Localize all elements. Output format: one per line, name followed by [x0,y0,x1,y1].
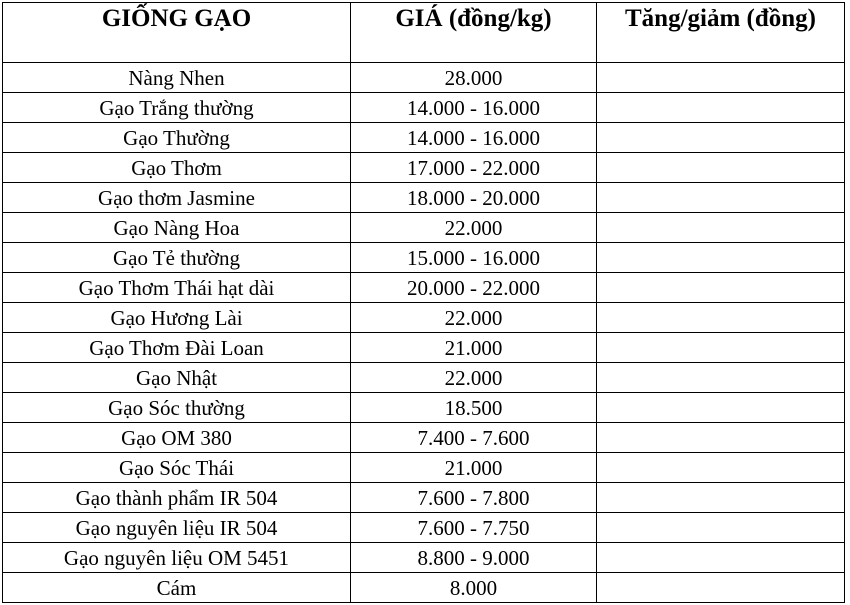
price-cell: 21.000 [351,453,597,483]
table-header-row [3,3,845,63]
price-cell: 22.000 [351,213,597,243]
rice-variety-cell: Gạo Sóc Thái [3,453,351,483]
change-cell [597,153,845,183]
change-cell [597,123,845,153]
rice-variety-cell: Cám [3,573,351,603]
rice-variety-cell: Gạo nguyên liệu IR 504 [3,513,351,543]
price-cell: 7.400 - 7.600 [351,423,597,453]
table-row [3,153,845,183]
rice-variety-cell: Gạo Sóc thường [3,393,351,423]
change-cell [597,573,845,603]
price-cell: 18.500 [351,393,597,423]
rice-variety-cell: Gạo Thơm [3,153,351,183]
change-cell [597,483,845,513]
table-row [3,483,845,513]
price-cell: 15.000 - 16.000 [351,243,597,273]
rice-variety-cell: Gạo Tẻ thường [3,243,351,273]
price-cell: 18.000 - 20.000 [351,183,597,213]
rice-variety-cell: Gạo nguyên liệu OM 5451 [3,543,351,573]
price-cell: 8.000 [351,573,597,603]
rice-variety-cell: Gạo OM 380 [3,423,351,453]
price-cell: 22.000 [351,303,597,333]
change-cell [597,423,845,453]
table-row [3,303,845,333]
header-change: Tăng/giảm (đồng) [597,3,845,63]
change-cell [597,453,845,483]
rice-variety-cell: Gạo Hương Lài [3,303,351,333]
table-row [3,573,845,603]
table-row [3,123,845,153]
header-rice-variety: GIỐNG GẠO [3,3,351,63]
table-row [3,63,845,93]
table-row [3,393,845,423]
table-row [3,93,845,123]
table-row [3,273,845,303]
table-row [3,423,845,453]
table-row [3,453,845,483]
rice-variety-cell: Gạo thơm Jasmine [3,183,351,213]
table-row [3,333,845,363]
table-row [3,213,845,243]
price-cell: 20.000 - 22.000 [351,273,597,303]
change-cell [597,393,845,423]
change-cell [597,243,845,273]
change-cell [597,333,845,363]
change-cell [597,183,845,213]
header-price: GIÁ (đồng/kg) [351,3,597,63]
price-cell: 8.800 - 9.000 [351,543,597,573]
rice-variety-cell: Gạo Thơm Đài Loan [3,333,351,363]
change-cell [597,543,845,573]
rice-variety-cell: Gạo Thường [3,123,351,153]
table-row [3,513,845,543]
rice-variety-cell: Gạo Trắng thường [3,93,351,123]
change-cell [597,303,845,333]
price-cell: 21.000 [351,333,597,363]
table-row [3,363,845,393]
change-cell [597,363,845,393]
price-cell: 14.000 - 16.000 [351,123,597,153]
change-cell [597,213,845,243]
price-cell: 17.000 - 22.000 [351,153,597,183]
rice-variety-cell: Gạo Thơm Thái hạt dài [3,273,351,303]
price-cell: 28.000 [351,63,597,93]
table-body [3,63,845,603]
price-cell: 7.600 - 7.750 [351,513,597,543]
price-cell: 14.000 - 16.000 [351,93,597,123]
price-cell: 7.600 - 7.800 [351,483,597,513]
price-cell: 22.000 [351,363,597,393]
rice-variety-cell: Gạo Nàng Hoa [3,213,351,243]
change-cell [597,273,845,303]
rice-price-table-container [2,2,845,603]
rice-variety-cell: Gạo Nhật [3,363,351,393]
change-cell [597,63,845,93]
table-row [3,243,845,273]
rice-price-table [2,2,845,603]
change-cell [597,93,845,123]
table-row [3,183,845,213]
rice-variety-cell: Gạo thành phẩm IR 504 [3,483,351,513]
change-cell [597,513,845,543]
rice-variety-cell: Nàng Nhen [3,63,351,93]
table-row [3,543,845,573]
